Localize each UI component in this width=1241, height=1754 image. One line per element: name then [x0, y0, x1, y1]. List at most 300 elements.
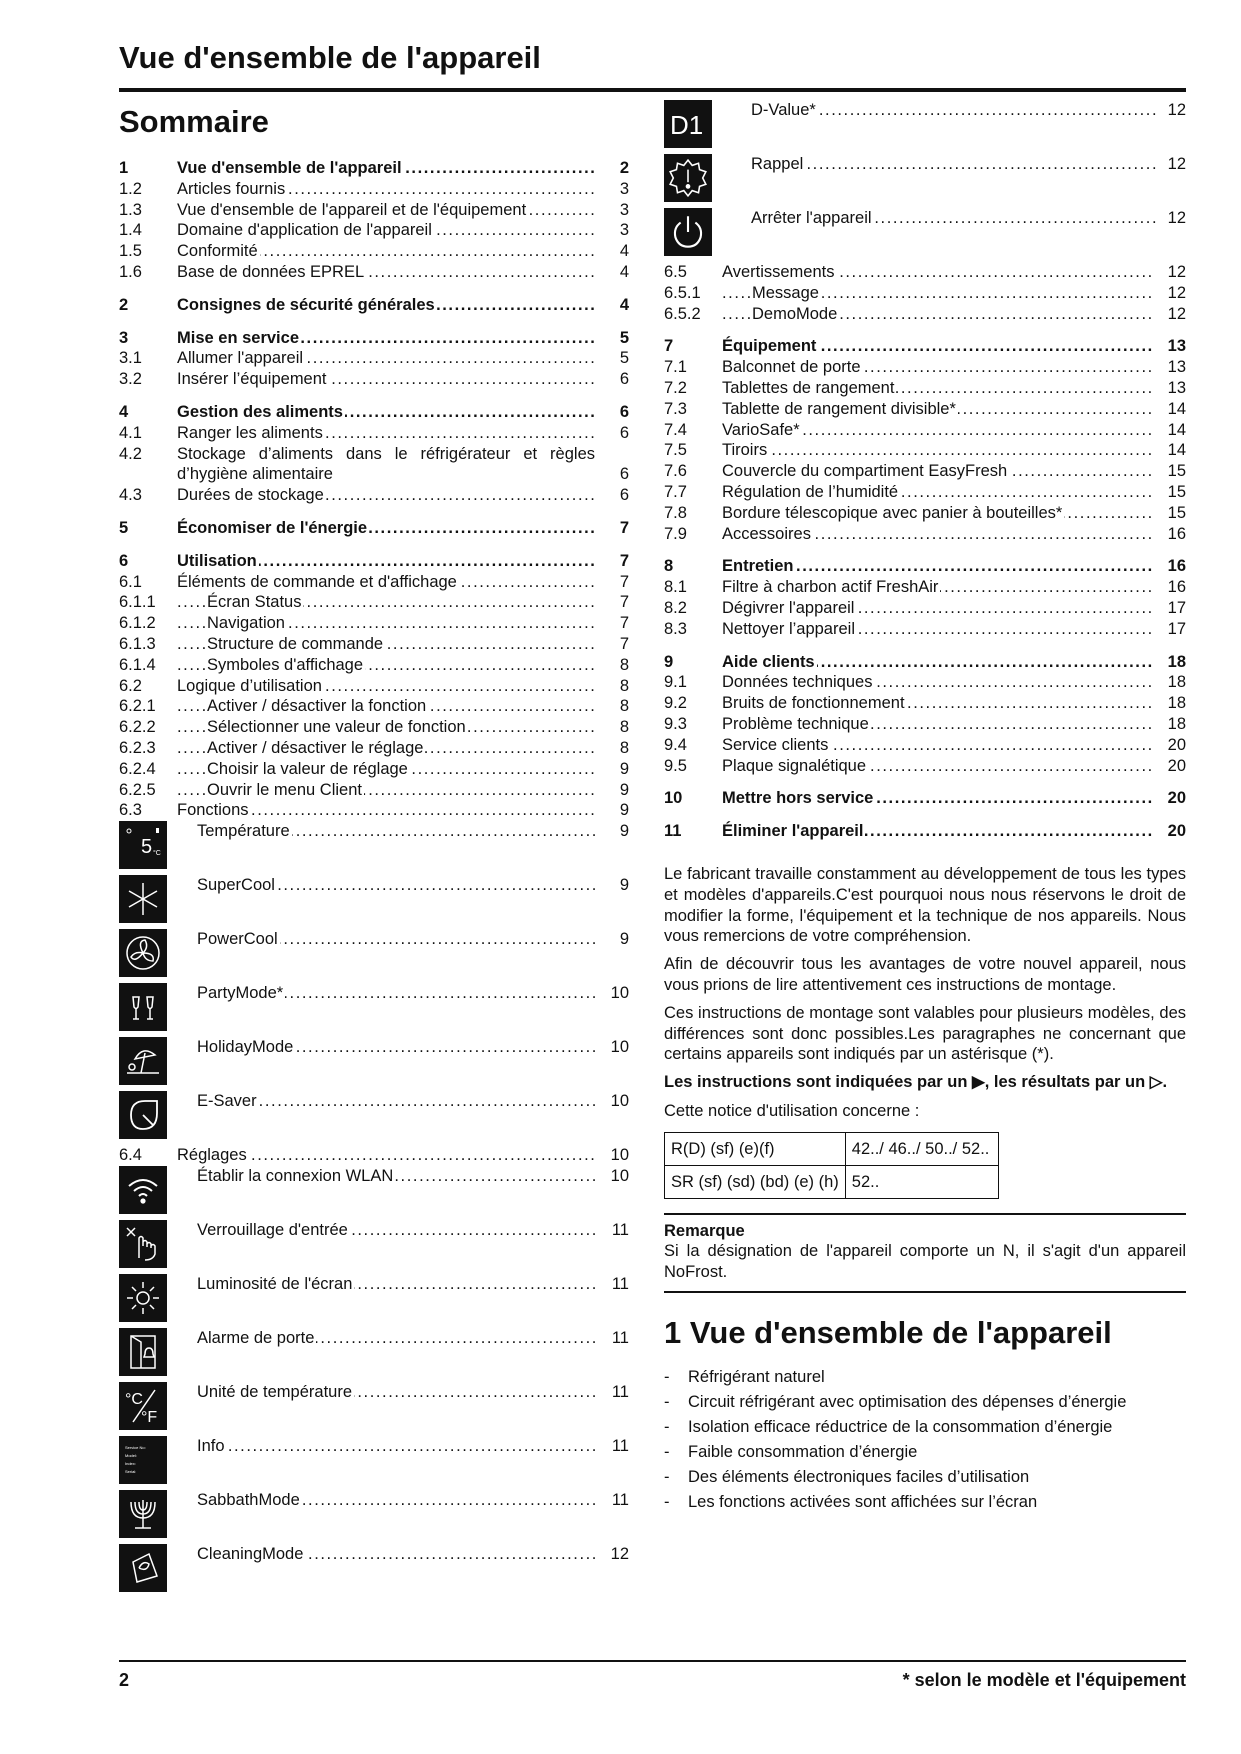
toc-number: 4.1 [119, 423, 142, 442]
toc-page: 6 [595, 369, 629, 390]
d1-value-icon [664, 100, 712, 148]
toc-entry[interactable] [664, 556, 1186, 577]
toc-right-list [664, 262, 1186, 842]
toc-page: 15 [1152, 461, 1186, 482]
toc-entry[interactable] [119, 572, 629, 593]
toc-title: Activer / désactiver la fonction . . . [177, 696, 595, 717]
svg-text:Model:: Model: [125, 1452, 138, 1458]
toc-title: Domaine d'application de l'appareil . . . [177, 220, 595, 241]
toc-number: 6.1.3 [119, 634, 156, 653]
toc-number: 6.5.2 [664, 304, 701, 323]
toc-title: Mise en service . . . [177, 328, 595, 349]
toc-number: 7.6 [664, 462, 687, 481]
toc-page: 20 [1152, 756, 1186, 777]
toc-title: DemoMode . . . [722, 304, 1152, 325]
toc-title: Choisir la valeur de réglage . . . [177, 759, 595, 780]
toc-entry[interactable] [119, 158, 629, 179]
toc-title: Allumer l'appareil . . . [177, 348, 595, 369]
toc-title: Éliminer l'appareil . . . [722, 821, 1152, 842]
toc-page: 8 [595, 738, 629, 759]
toc-title: Aide clients . . . [722, 652, 1152, 673]
toc-page: 18 [1152, 672, 1186, 693]
table-row [665, 1165, 999, 1198]
supercool-snowflake-icon [119, 875, 167, 923]
toc-number: 8.2 [664, 598, 687, 617]
toc-page: 16 [1152, 556, 1186, 577]
door-alarm-icon [119, 1328, 167, 1376]
intro-paragraph: Le fabricant travaille constamment au développement de tous les types et modèles d'appareils.C'est pourquoi nous nous réservons le droit de modifier la forme, l'équipement et la technique de nos appareils. Nous vous remercions de votre compréhension. [664, 864, 1186, 946]
toc-title: Unité de température . . . [197, 1382, 599, 1403]
toc-page: 7 [595, 551, 629, 572]
list-item: - Isolation efficace réductrice de la consommation d’énergie [664, 1415, 1186, 1440]
toc-entry[interactable] [664, 482, 1186, 503]
toc-page: 14 [1152, 440, 1186, 461]
toc-page: 12 [1152, 262, 1186, 283]
toc-number: 6.2.1 [119, 697, 156, 716]
left-column [119, 100, 629, 1598]
toc-entry[interactable] [119, 348, 629, 369]
toc-title: Tiroirs . . . [722, 440, 1152, 461]
toc-number: 10 [664, 789, 683, 808]
toc-entry[interactable] [664, 100, 1186, 154]
toc-number: 7 [664, 337, 674, 356]
toc-entry[interactable] [119, 262, 629, 283]
svg-text:D1: D1 [670, 110, 704, 140]
toc-number: 6.2.4 [119, 759, 156, 778]
toc-number: 6.2.3 [119, 738, 156, 757]
toc-entry[interactable] [119, 295, 629, 316]
footer-note: * selon le modèle et l'équipement [902, 1670, 1186, 1690]
toc-number: 5 [119, 518, 129, 537]
table-row [665, 1132, 999, 1165]
toc-title: Ranger les aliments . . . [177, 423, 595, 444]
toc-page: 9 [595, 759, 629, 780]
toc-title: Économiser de l'énergie . . . [177, 518, 595, 539]
toc-page: 17 [1152, 598, 1186, 619]
settings-header [119, 1145, 629, 1166]
toc-page: 7 [595, 634, 629, 655]
toc-entry[interactable] [664, 357, 1186, 378]
toc-number: 7.3 [664, 399, 687, 418]
toc-page: 13 [1152, 336, 1186, 357]
toc-entry[interactable] [664, 503, 1186, 524]
svg-text:°F: °F [141, 1408, 158, 1426]
reminder-gear-icon [664, 154, 712, 202]
toc-page: 6 [595, 464, 629, 485]
toc-page: 20 [1152, 821, 1186, 842]
toc-title: VarioSafe* . . . [722, 420, 1152, 441]
toc-number: 3 [119, 328, 129, 347]
toc-entry[interactable] [119, 1544, 629, 1598]
toc-page: 20 [1152, 735, 1186, 756]
toc-title: Activer / désactiver le réglage . . . [177, 738, 595, 759]
toc-number: 1.5 [119, 242, 142, 261]
svg-text:Service No:: Service No: [125, 1444, 146, 1450]
toc-entry[interactable] [119, 717, 629, 738]
toc-page: 9 [599, 875, 629, 896]
right-column [664, 100, 1186, 1515]
info-icon [119, 1436, 167, 1484]
toc-number: 1.4 [119, 221, 142, 240]
toc-number: 8 [664, 557, 674, 576]
toc-number: 6.5 [664, 263, 687, 281]
toc-page: 7 [595, 613, 629, 634]
sabbath-menorah-icon [119, 1490, 167, 1538]
wlan-icon [119, 1166, 167, 1214]
toc-entry[interactable] [664, 461, 1186, 482]
toc-entry[interactable] [119, 328, 629, 349]
toc-entry[interactable] [119, 1145, 629, 1166]
list-item: - Circuit réfrigérant avec optimisation des dépenses d’énergie [664, 1390, 1186, 1415]
toc-page: 9 [599, 821, 629, 842]
toc-title: Vue d'ensemble de l'appareil . . . [177, 158, 595, 179]
toc-number: 6.2.5 [119, 780, 156, 799]
toc-entry[interactable] [119, 592, 629, 613]
toc-number: 9.1 [664, 673, 687, 692]
toc-number: 9.5 [664, 756, 687, 775]
toc-title: SuperCool . . . [197, 875, 599, 896]
toc-page: 8 [595, 696, 629, 717]
toc-entry[interactable] [664, 440, 1186, 461]
toc-title: CleaningMode . . . [197, 1544, 599, 1565]
toc-number: 1.3 [119, 200, 142, 219]
toc-page: 10 [599, 1091, 629, 1112]
toc-entry[interactable] [664, 399, 1186, 420]
remark-text: Si la désignation de l'appareil comporte un N, il s'agit d'un appareil NoFrost. [664, 1242, 1186, 1282]
toc-entry[interactable] [119, 200, 629, 221]
toc-number: 9 [664, 652, 674, 671]
toc-page: 5 [595, 328, 629, 349]
toc-number: 7.8 [664, 503, 687, 522]
toc-page: 3 [595, 200, 629, 221]
toc-title: Logique d’utilisation . . . [177, 676, 595, 697]
table-cell: 42../ 46../ 50../ 52.. [845, 1132, 998, 1165]
toc-title: Plaque signalétique . . . [722, 756, 1152, 777]
toc-entry[interactable] [119, 402, 629, 423]
toc-title: Gestion des aliments . . . [177, 402, 595, 423]
toc-title: Sélectionner une valeur de fonction . . . [177, 717, 595, 738]
cleaning-icon [119, 1544, 167, 1592]
toc-page: 4 [595, 295, 629, 316]
toc-page: 20 [1152, 788, 1186, 809]
toc-page: 7 [595, 518, 629, 539]
toc-title: HolidayMode . . . [197, 1037, 599, 1058]
toc-title: Écran Status . . . [177, 592, 595, 613]
toc-number: 6.1.1 [119, 593, 156, 612]
toc-number: 6.1 [119, 572, 142, 591]
toc-entry[interactable] [119, 759, 629, 780]
toc-page: 6 [595, 423, 629, 444]
toc-number: 7.1 [664, 358, 687, 377]
list-item: - Faible consommation d’énergie [664, 1440, 1186, 1465]
list-item: - Des éléments électroniques faciles d’utilisation [664, 1465, 1186, 1490]
feature-list [664, 1365, 1186, 1515]
list-item: - Réfrigérant naturel [664, 1365, 1186, 1390]
temperature-unit-icon [119, 1382, 167, 1430]
toc-title: Dégivrer l'appareil . . . [722, 598, 1152, 619]
toc-title: Alarme de porte . . . [197, 1328, 599, 1349]
toc-entry[interactable] [664, 577, 1186, 598]
toc-page: 16 [1152, 577, 1186, 598]
toc-number: 11 [664, 822, 682, 841]
toc-entry[interactable] [664, 378, 1186, 399]
toc-entry[interactable] [119, 676, 629, 697]
toc-title: SabbathMode . . . [197, 1490, 599, 1511]
toc-page: 6 [595, 402, 629, 423]
toc-page: 8 [595, 676, 629, 697]
toc-entry[interactable] [119, 1328, 629, 1382]
toc-number: 6.4 [119, 1146, 142, 1165]
toc-entry[interactable] [664, 283, 1186, 304]
page-number: 2 [119, 1670, 130, 1690]
svg-text:°C: °C [153, 850, 161, 858]
toc-entry[interactable] [664, 420, 1186, 441]
toc-page: 2 [595, 158, 629, 179]
toc-entry[interactable] [119, 551, 629, 572]
toc-title: Réglages . . . [177, 1145, 595, 1166]
toc-page: 10 [599, 1037, 629, 1058]
toc-title: Navigation . . . [177, 613, 595, 634]
toc-title: Fonctions . . . [177, 800, 595, 821]
toc-page: 5 [595, 348, 629, 369]
toc-entry[interactable] [664, 652, 1186, 673]
toc-number: 9.2 [664, 694, 687, 713]
toc-page: 12 [1156, 100, 1186, 121]
toc-entry[interactable] [119, 1436, 629, 1490]
toc-title: Structure de commande . . . [177, 634, 595, 655]
toc-entry[interactable] [119, 983, 629, 1037]
settings-list [119, 1166, 629, 1598]
toc-page: 3 [595, 220, 629, 241]
toc-page: 4 [595, 241, 629, 262]
toc-entry[interactable] [119, 444, 629, 486]
toc-entry[interactable] [119, 1037, 629, 1091]
toc-title: Utilisation . . . [177, 551, 595, 572]
toc-entry[interactable] [119, 780, 629, 801]
toc-page: 10 [599, 983, 629, 1004]
functions-list [119, 821, 629, 1145]
toc-title: Consignes de sécurité générales . . . [177, 295, 595, 316]
intro-text [664, 864, 1186, 1515]
toc-title: Données techniques . . . [722, 672, 1152, 693]
toc-entry[interactable] [119, 1274, 629, 1328]
toc-number: 7.9 [664, 524, 687, 543]
toc-entry[interactable] [119, 1382, 629, 1436]
toc-page: 9 [595, 780, 629, 801]
toc-page: 8 [595, 717, 629, 738]
toc-left-list [119, 158, 629, 821]
toc-title: Température . . . [197, 821, 599, 842]
toc-page: 6 [595, 485, 629, 506]
toc-entry[interactable] [664, 693, 1186, 714]
toc-entry[interactable] [119, 821, 629, 875]
section-heading: 1 Vue d'ensemble de l'appareil [664, 1315, 1112, 1351]
toc-page: 13 [1152, 378, 1186, 399]
toc-number: 6.1.4 [119, 655, 156, 674]
toc-title: Verrouillage d'entrée . . . [197, 1220, 599, 1241]
toc-number: 1.6 [119, 262, 142, 281]
remark-title: Remarque [664, 1221, 745, 1240]
toc-number: 3.1 [119, 349, 142, 368]
table-cell: R(D) (sf) (e)(f) [665, 1132, 846, 1165]
toc-title: Filtre à charbon actif FreshAir . . . [722, 577, 1152, 598]
toc-entry[interactable] [119, 929, 629, 983]
toc-number: 6.2.2 [119, 718, 156, 737]
toc-number: 8.1 [664, 578, 687, 597]
toc-title: Couvercle du compartiment EasyFresh . . . [722, 461, 1152, 482]
svg-text:Index:: Index: [125, 1460, 136, 1466]
toc-title: Balconnet de porte . . . [722, 357, 1152, 378]
toc-page: 14 [1152, 399, 1186, 420]
toc-number: 7.2 [664, 378, 687, 397]
toc-title: Stockage d’aliments dans le réfrigérateur et règles d’hygiène alimentaire [177, 444, 595, 484]
toc-entry[interactable] [664, 821, 1186, 842]
toc-title: Accessoires . . . [722, 524, 1152, 545]
toc-title: Info . . . [197, 1436, 599, 1457]
toc-page: 11 [599, 1490, 629, 1511]
toc-entry[interactable] [664, 524, 1186, 545]
toc-title: Service clients . . . [722, 735, 1152, 756]
instructions-note: Les instructions sont indiquées par un ▶, les résultats par un ▷. [664, 1073, 1168, 1092]
toc-entry[interactable] [119, 485, 629, 506]
toc-entry[interactable] [119, 800, 629, 821]
toc-page: 11 [599, 1382, 629, 1403]
toc-title: Tablette de rangement divisible* . . . [722, 399, 1152, 420]
toc-entry[interactable] [119, 423, 629, 444]
toc-entry[interactable] [664, 735, 1186, 756]
toc-title: Conformité . . . [177, 241, 595, 262]
holidaymode-umbrella-icon [119, 1037, 167, 1085]
toc-page: 17 [1152, 619, 1186, 640]
input-lock-icon [119, 1220, 167, 1268]
toc-title: Régulation de l’humidité . . . [722, 482, 1152, 503]
toc-entry[interactable] [664, 619, 1186, 640]
toc-number: 7.4 [664, 420, 687, 439]
header-title: Vue d'ensemble de l'appareil [119, 40, 541, 75]
toc-page: 11 [599, 1328, 629, 1349]
toc-entry[interactable] [664, 672, 1186, 693]
toc-title: Message . . . [722, 283, 1152, 304]
toc-entry[interactable] [119, 875, 629, 929]
toc-page: 15 [1152, 482, 1186, 503]
toc-title: Vue d'ensemble de l'appareil et de l'équipement . . . [177, 200, 595, 221]
toc-title: PartyMode* . . . [197, 983, 599, 1004]
toc-entry[interactable] [664, 154, 1186, 208]
toc-page: 12 [599, 1544, 629, 1565]
toc-entry[interactable] [119, 696, 629, 717]
toc-entry[interactable] [119, 1490, 629, 1544]
powercool-fan-icon [119, 929, 167, 977]
toc-entry[interactable] [664, 336, 1186, 357]
toc-page: 12 [1152, 304, 1186, 325]
toc-page: 7 [595, 592, 629, 613]
toc-entry[interactable] [664, 304, 1186, 325]
toc-page: 14 [1152, 420, 1186, 441]
toc-title: Bordure télescopique avec panier à bouteilles* . . . [722, 503, 1152, 524]
toc-page: 11 [599, 1220, 629, 1241]
toc-page: 12 [1152, 283, 1186, 304]
toc-page: 10 [599, 1166, 629, 1187]
toc-title: Éléments de commande et d'affichage . . . [177, 572, 595, 593]
table-cell: SR (sf) (sd) (bd) (e) (h) [665, 1165, 846, 1198]
toc-entry[interactable] [119, 179, 629, 200]
toc-page: 13 [1152, 357, 1186, 378]
toc-title: D-Value* . . . [751, 100, 1156, 121]
toc-entry[interactable] [119, 1166, 629, 1220]
toc-title: Durées de stockage . . . [177, 485, 595, 506]
toc-number: 1 [119, 159, 129, 177]
toc-title: PowerCool . . . [197, 929, 599, 950]
toc-entry[interactable] [119, 613, 629, 634]
toc-title: Mettre hors service . . . [722, 788, 1152, 809]
toc-title: Entretien . . . [722, 556, 1152, 577]
toc-number: 6.5.1 [664, 283, 701, 302]
models-table [664, 1132, 999, 1199]
toc-entry[interactable] [119, 738, 629, 759]
toc-number: 4.3 [119, 486, 142, 505]
toc-title: Nettoyer l’appareil . . . [722, 619, 1152, 640]
toc-title: Articles fournis . . . [177, 179, 595, 200]
page-header [119, 36, 1186, 92]
partymode-glasses-icon [119, 983, 167, 1031]
toc-number: 7.7 [664, 482, 687, 501]
toc-entry[interactable] [664, 208, 1186, 262]
toc-page: 12 [1156, 154, 1186, 175]
toc-entry[interactable] [119, 634, 629, 655]
toc-entry[interactable] [664, 262, 1186, 283]
toc-entry[interactable] [119, 220, 629, 241]
toc-title: Problème technique . . . [722, 714, 1152, 735]
toc-number: 9.4 [664, 735, 687, 754]
toc-entry[interactable] [119, 1091, 629, 1145]
toc-entry[interactable] [119, 518, 629, 539]
toc-number: 6 [119, 551, 129, 570]
toc-number: 6.3 [119, 801, 142, 820]
remark-box [664, 1213, 1186, 1293]
temp-value: 5 [141, 836, 153, 859]
toc-entry[interactable] [119, 1220, 629, 1274]
svg-text:Serial:: Serial: [125, 1468, 137, 1474]
toc-number: 1.2 [119, 179, 142, 198]
toc-page: 16 [1152, 524, 1186, 545]
list-item: - Les fonctions activées sont affichées sur l’écran [664, 1490, 1186, 1515]
toc-page: 3 [595, 179, 629, 200]
toc-page: 18 [1152, 693, 1186, 714]
toc-page: 7 [595, 572, 629, 593]
power-off-icon [664, 208, 712, 256]
toc-page: 9 [595, 800, 629, 821]
toc-entry[interactable] [664, 756, 1186, 777]
toc-entry[interactable] [119, 655, 629, 676]
toc-title: Équipement . . . [722, 336, 1152, 357]
toc-title: Ouvrir le menu Client . . . [177, 780, 595, 801]
toc-entry[interactable] [664, 714, 1186, 735]
toc-title: Établir la connexion WLAN . . . [197, 1166, 599, 1187]
toc-entry[interactable] [119, 241, 629, 262]
toc-entry[interactable] [664, 788, 1186, 809]
esaver-leaf-icon [119, 1091, 167, 1139]
toc-page: 18 [1152, 714, 1186, 735]
toc-number: 8.3 [664, 619, 687, 638]
toc-entry[interactable] [119, 369, 629, 390]
page-footer [119, 1660, 1186, 1692]
toc-entry[interactable] [664, 598, 1186, 619]
toc-number: 4 [119, 402, 129, 421]
toc-title: E-Saver . . . [197, 1091, 599, 1112]
brightness-icon [119, 1274, 167, 1322]
toc-number: 6.1.2 [119, 614, 156, 633]
toc-title: Tablettes de rangement . . . [722, 378, 1152, 399]
